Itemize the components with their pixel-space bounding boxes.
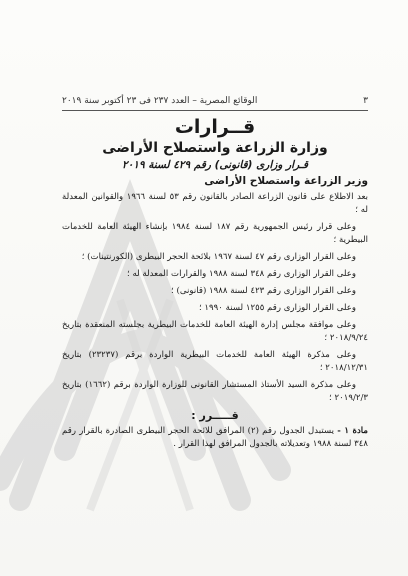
preamble-paragraph: وعلى قرار رئيس الجمهورية رقم ١٨٧ لسنة ١٩٨٤ بإنشاء الهيئة العامة للخدمات البيطرية ؛ [62,222,368,245]
page-number: ٣ [363,96,368,106]
article-label: مادة ١ - [337,426,368,436]
preamble-paragraph: وعلى القرار الوزارى رقم ٤٧ لسنة ١٩٦٧ بلائحة الحجر البيطرى (الكورنتينات) ؛ [81,252,356,262]
header-divider [62,110,368,111]
preamble-paragraph: وعلى موافقة مجلس إدارة الهيئة العامة للخدمات البيطرية بجلسته المنعقدة بتاريخ ٢٠١٨/٩/٢٤ ؛ [62,320,368,343]
preamble-paragraph: وعلى القرار الوزارى رقم ١٢٥٥ لسنة ١٩٩٠ ؛ [198,303,356,313]
preamble-paragraph: وعلى مذكرة الهيئة العامة للخدمات البيطرية الواردة برقم (٢٣٢٣٧) بتاريخ ٢٠١٨/١٢/٣١ ؛ [62,350,368,373]
preamble-paragraph: وعلى القرار الوزارى رقم ٤٢٣ لسنة ١٩٨٨ (قانونى) ؛ [171,286,356,296]
minister-title: وزير الزراعة واستصلاح الأراضى [204,175,368,187]
ministry-title: وزارة الزراعة واستصلاح الأراضى [102,140,328,156]
decree-title: قـرار وزارى (قانونى) رقم ٤٢٩ لسنة ٢٠١٩ [122,159,308,171]
article-1 [62,425,368,451]
section-title: قــرارات [174,116,256,138]
preamble-paragraph: وعلى مذكرة السيد الأستاذ المستشار القانونى للوزارة الواردة برقم (١٦٦٢) بتاريخ ٢٠١٩/٢/٣ ؛ [62,380,368,403]
preamble-paragraph: وعلى القرار الوزارى رقم ٣٤٨ لسنة ١٩٨٨ والقرارات المعدلة له ؛ [127,269,356,279]
preamble-paragraph: بعد الاطلاع على قانون الزراعة الصادر بالقانون رقم ٥٣ لسنة ١٩٦٦ والقوانين المعدلة له ؛ [62,192,368,215]
article-text: يستبدل الجدول رقم (٢) المرافق للائحة الحجر البيطرى الصادرة بالقرار رقم ٣٤٨ لسنة ١٩٨٨ وتعديلاته بالجدول المرافق لهذا القرار . [62,426,368,449]
document-body [62,116,368,536]
decides-heading: قـــــرر : [191,409,239,422]
page-header [62,96,368,106]
gazette-line: الوقائع المصرية – العدد ٢٣٧ فى ٢٣ أكتوبر سنة ٢٠١٩ [62,96,258,106]
